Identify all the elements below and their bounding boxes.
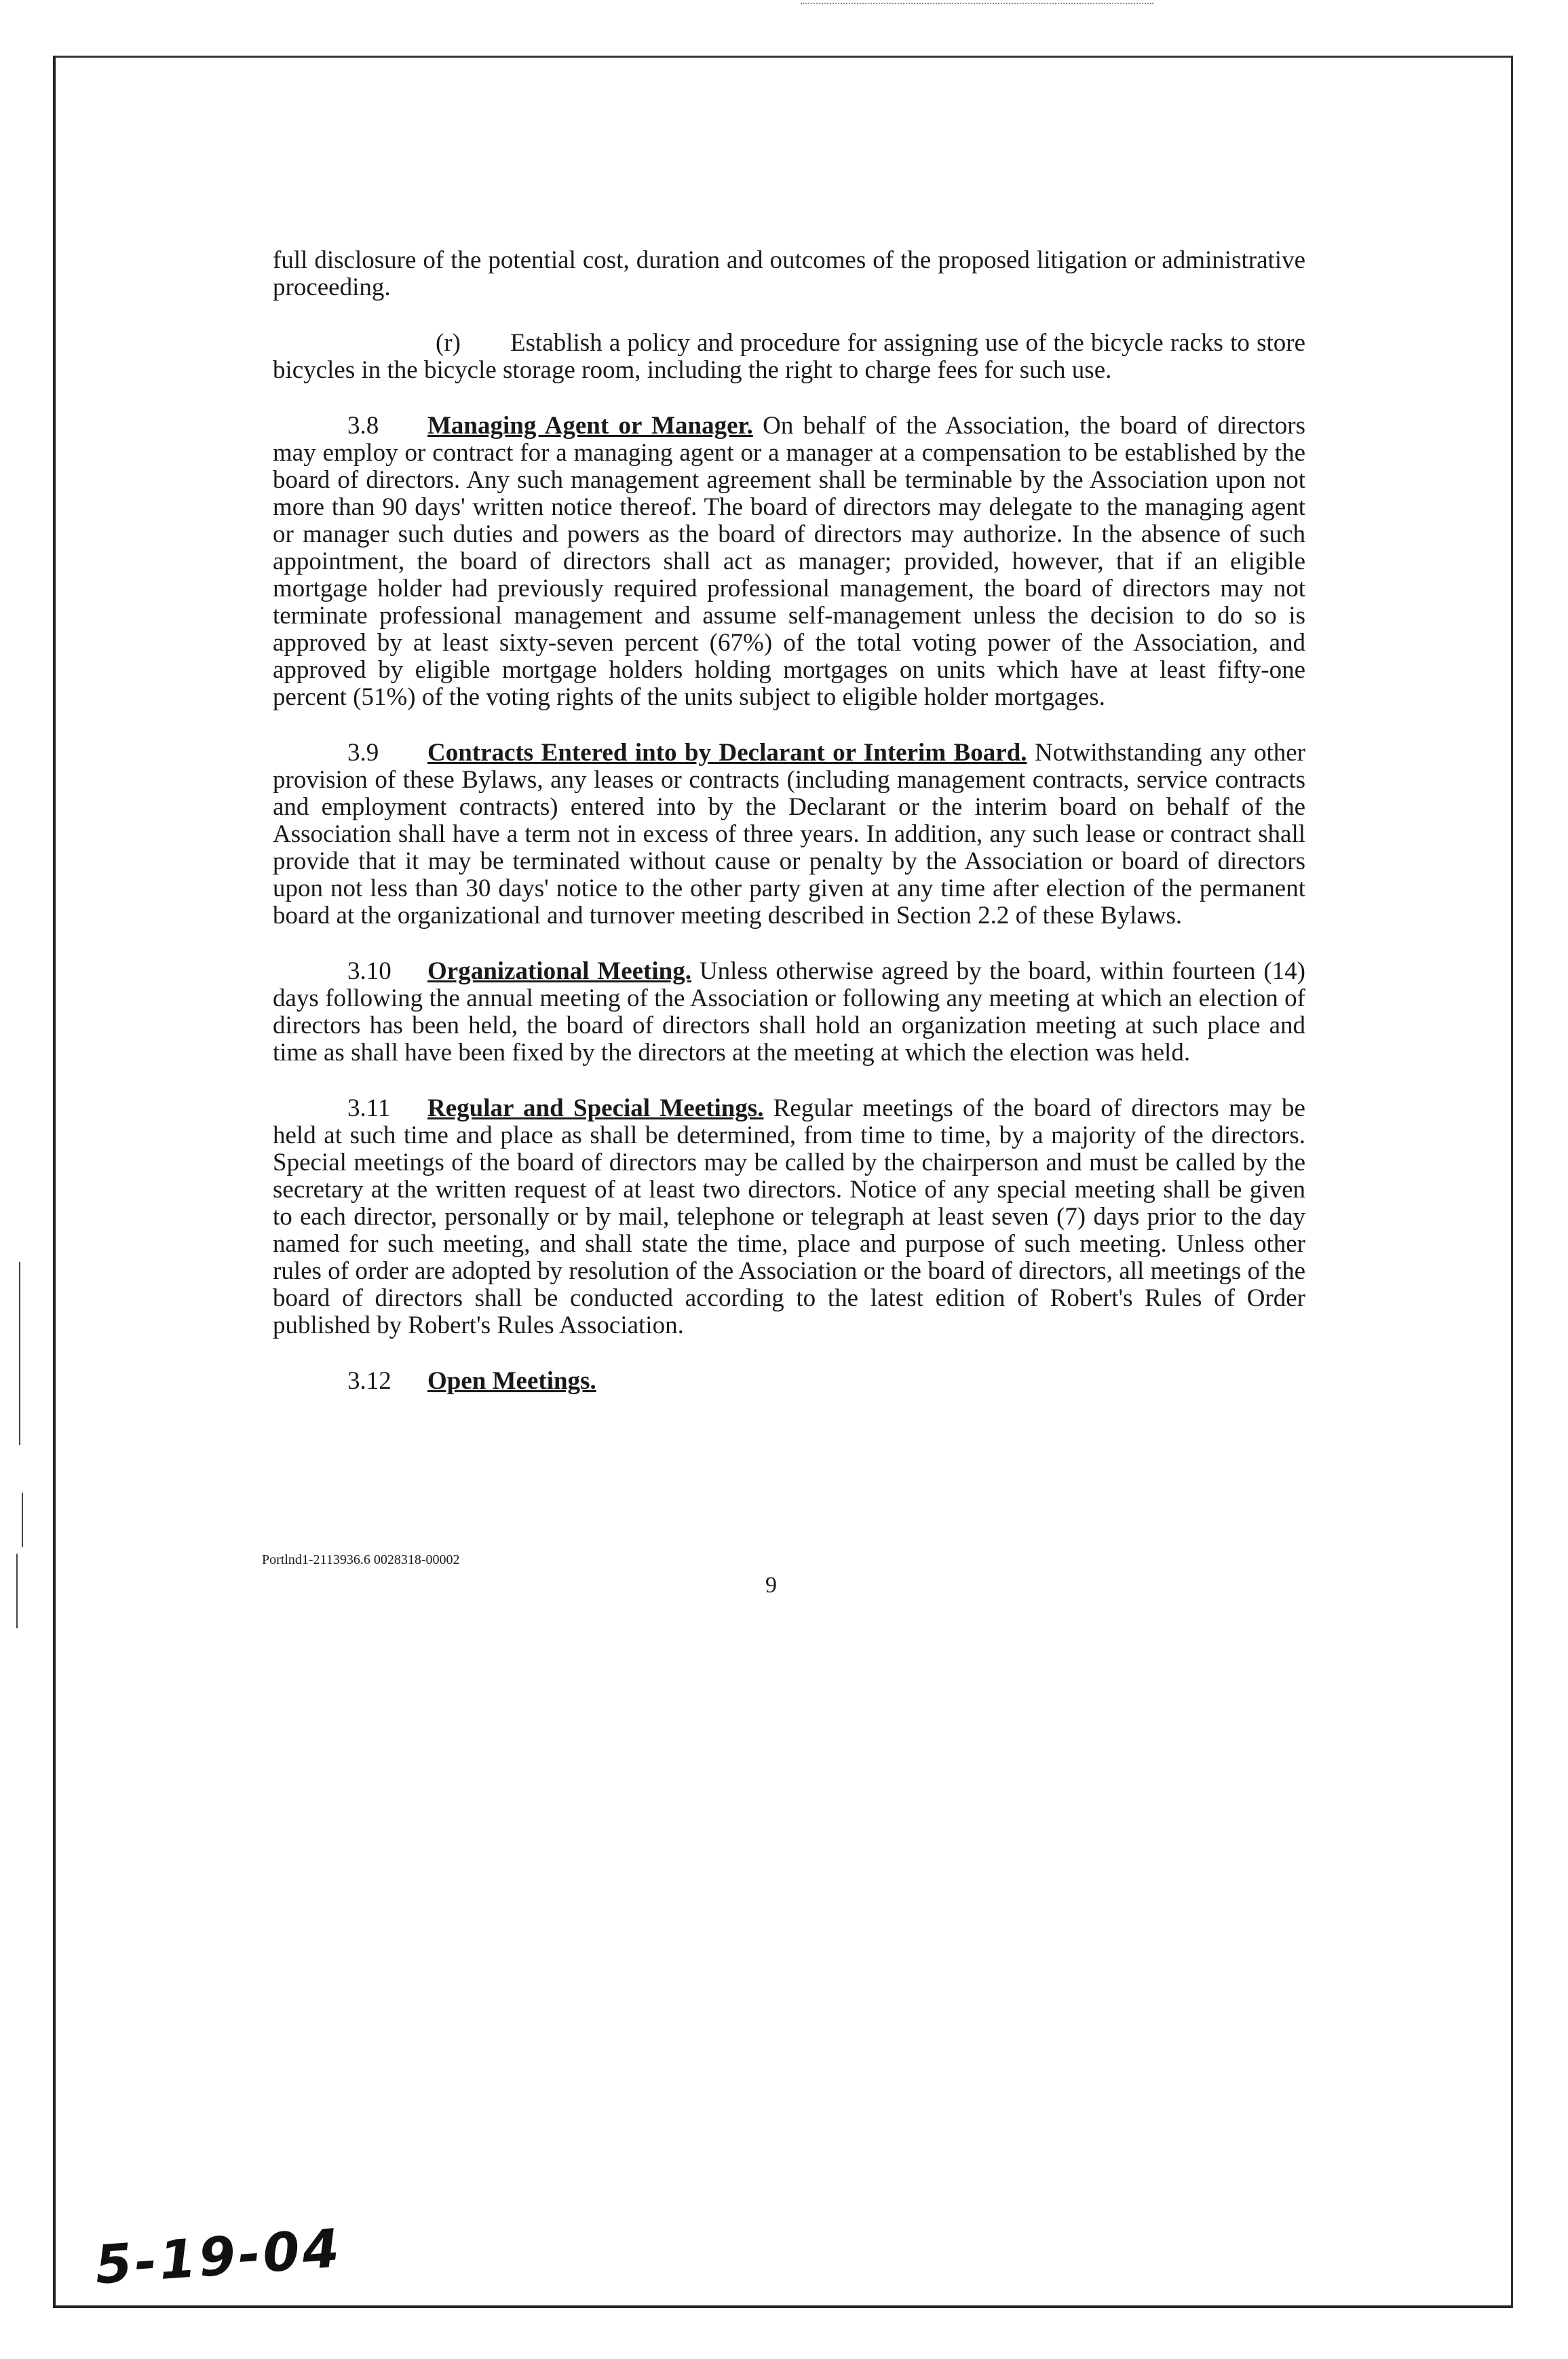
margin-mark <box>22 1493 23 1547</box>
handwritten-date: 5-19-04 <box>93 2218 344 2297</box>
paragraph-text: Establish a policy and procedure for assigning use of the bicycle racks to store bicycles in the bicycle storage room, including the right to charge fees for such use. <box>273 329 1305 384</box>
section-number: 3.10 <box>347 957 391 985</box>
section-title: Contracts Entered into by Declarant or Interim Board. <box>427 739 1027 767</box>
section-3-12 <box>273 1368 1305 1395</box>
section-title: Open Meetings. <box>427 1367 596 1395</box>
section-title: Regular and Special Meetings. <box>427 1094 764 1122</box>
section-3-9 <box>273 740 1305 929</box>
paragraph-text: Unless otherwise agreed by the board, within fourteen (14) days following the annual meeting of the Association or following any meeting at which an election of directors has been held, the board of directors shall hold an organization meeting at such place and time as shall have been fixed by the directors at the meeting at which the election was held. <box>273 957 1305 1067</box>
margin-mark <box>19 1262 20 1445</box>
document-body <box>273 247 1305 1423</box>
paragraph-text: Regular meetings of the board of directors may be held at such time and place as shall be determined, from time to time, by a majority of the directors. Special meetings of the board of directors may be called by the chairperson and must be called by the secretary at the written request of at least two directors. Notice of any special meeting shall be given to each director, personally or by mail, telephone or telegraph at least seven (7) days prior to the day named for such meeting, and shall state the time, place and purpose of such meeting. Unless other rules of order are adopted by resolution of the Association or the board of directors, all meetings of the board of directors shall be conducted according to the latest edition of Robert's Rules of Order published by Robert's Rules Association. <box>273 1094 1305 1339</box>
paragraph-text: Notwithstanding any other provision of these Bylaws, any leases or contracts (including management contracts, service contracts and employment contracts) entered into by the Declarant or the interim board on behalf of the Association shall have a term not in excess of three years. In addition, any such lease or contract shall provide that it may be terminated without cause or penalty by the Association or board of directors upon not less than 30 days' notice to the other party given at any time after election of the permanent board at the organizational and turnover meeting described in Section 2.2 of these Bylaws. <box>273 739 1306 929</box>
paragraph-text: On behalf of the Association, the board of directors may employ or contract for a managing agent or a manager at a compensation to be established by the board of directors. Any such management agreement shall be terminable by the Association upon not more than 90 days' written notice thereof. The board of directors may delegate to the managing agent or manager such duties and powers as the board of directors may authorize. In the absence of such appointment, the board of directors shall act as manager; provided, however, that if an eligible mortgage holder had previously required professional management, the board of directors may not terminate professional management and assume self-management unless the decision to do so is approved by at least sixty-seven percent (67%) of the total voting power of the Association, and approved by eligible mortgage holders holding mortgages on units which have at least fifty-one percent (51%) of the voting rights of the units subject to eligible holder mortgages. <box>273 412 1305 711</box>
document-id: Portlnd1-2113936.6 0028318-00002 <box>262 1552 460 1567</box>
section-number: 3.9 <box>347 739 379 767</box>
paragraph-continuation <box>273 247 1305 301</box>
section-number: 3.11 <box>347 1094 391 1122</box>
section-3-10 <box>273 958 1305 1067</box>
section-3-8 <box>273 413 1305 711</box>
scan-noise <box>801 3 1153 8</box>
section-3-11 <box>273 1095 1305 1339</box>
page-number: 9 <box>765 1573 777 1598</box>
section-title: Organizational Meeting. <box>427 957 691 985</box>
item-number: (r) <box>436 329 461 357</box>
margin-mark <box>16 1554 18 1628</box>
paragraph-text: full disclosure of the potential cost, duration and outcomes of the proposed litigation or administrative proceeding. <box>273 246 1305 301</box>
section-number: 3.12 <box>347 1367 391 1395</box>
section-title: Managing Agent or Manager. <box>427 412 753 440</box>
paragraph-r <box>273 330 1305 384</box>
section-number: 3.8 <box>347 412 379 440</box>
